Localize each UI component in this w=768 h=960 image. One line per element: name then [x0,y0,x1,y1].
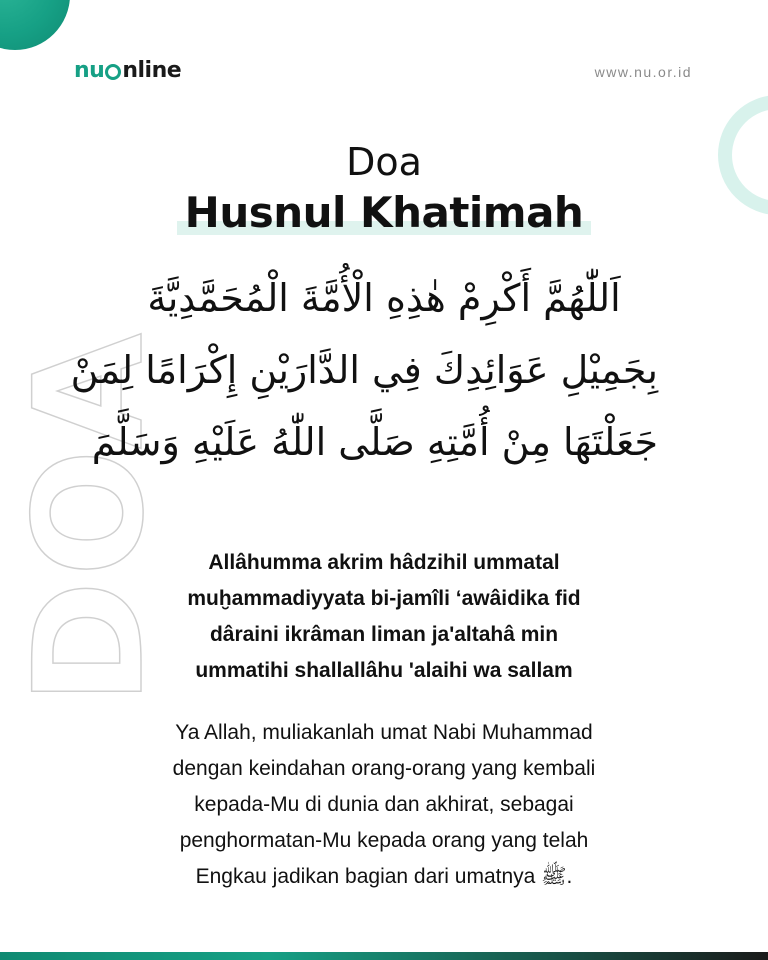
logo-rest-text: nline [122,58,182,83]
nu-online-logo[interactable] [74,58,181,83]
latin-line: ummatihi shallallâhu 'alaihi wa sallam [195,659,573,682]
website-url[interactable]: www.nu.or.id [594,64,692,80]
corner-decoration [0,0,70,50]
arabic-prayer-text [70,262,658,478]
latin-line: dâraini ikrâman liman ja'altahâ min [209,623,559,646]
translation-line: Ya Allah, muliakanlah umat Nabi Muhammad [175,721,593,744]
latin-line: muḫammadiyyata bi-jamîli ‘awâidika fid [187,587,581,610]
title-prefix: Doa [346,140,422,184]
arabic-line: جَعَلْتَهَا مِنْ أُمَّتِهِ صَلَّى اللّٰهُ عَلَيْهِ وَسَلَّمَ [91,420,658,464]
page-title: Husnul Khatimah [177,188,592,237]
latin-transliteration [120,545,648,689]
arabic-line: بِجَمِيْلِ عَوَائِدِكَ فِي الدَّارَيْنِ إِكْرَامًا لِمَنْ [70,348,658,392]
logo-o-icon [105,64,121,80]
translation-line: penghormatan-Mu kepada orang yang telah [179,829,589,852]
arabic-line: اَللّٰهُمَّ أَكْرِمْ هٰذِهِ الْأُمَّةَ الْمُحَمَّدِيَّةَ [147,276,621,320]
side-watermark-word: DOA [3,328,177,706]
bottom-accent-bar [0,952,768,960]
logo-nu-text: nu [74,58,105,83]
indonesian-translation [110,715,658,895]
translation-line: Engkau jadikan bagian dari umatnya ﷺ. [195,865,573,888]
latin-line: Allâhumma akrim hâdzihil ummatal [208,551,560,574]
translation-line: kepada-Mu di dunia dan akhirat, sebagai [194,793,574,816]
translation-line: dengan keindahan orang-orang yang kembali [172,757,596,780]
